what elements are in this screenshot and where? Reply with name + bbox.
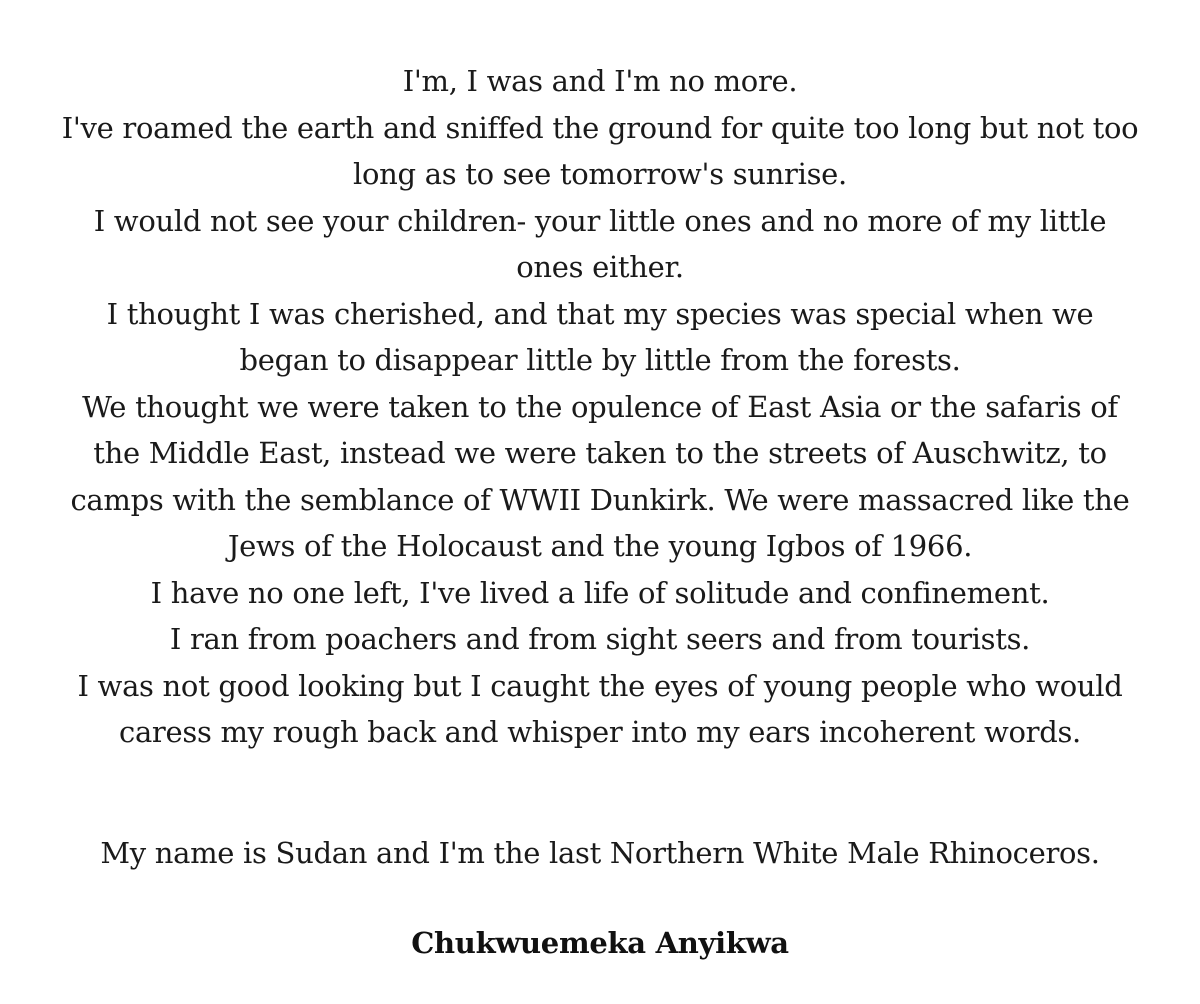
poem-line-7: I ran from poachers and from sight seers and from tourists. — [169, 622, 1031, 656]
poem-line-8: I was not good looking but I caught the eyes of young people who would caress my rough back and whisper into my ears incoherent words. — [77, 668, 1123, 749]
poem-line-6: I have no one left, I've lived a life of solitude and confinement. — [150, 575, 1050, 610]
poem-line-4: I thought I was cherished, and that my species was special when we began to disappear little by little from the forests. — [106, 296, 1094, 377]
author-name: Chukwuemeka Anyikwa — [411, 926, 789, 960]
poem-line-5: We thought we were taken to the opulence of East Asia or the safaris of the Middle East, instead we were taken to the streets of Auschwitz, to camps with the semblance of WWII Dunkirk. We were massacred like the Jews of the Holocaust and the young Igbos of 1966. — [70, 389, 1130, 563]
poem-body — [60, 58, 1140, 756]
poem-closing-line: My name is Sudan and I'm the last Northern White Male Rhinoceros. — [100, 836, 1100, 870]
poem-line-3: I would not see your children- your little ones and no more of my little ones either. — [93, 203, 1107, 284]
poem-line-1: I'm, I was and I'm no more. — [402, 64, 798, 98]
poem-line-2: I've roamed the earth and sniffed the ground for quite too long but not too long as to see tomorrow's sunrise. — [61, 110, 1139, 191]
